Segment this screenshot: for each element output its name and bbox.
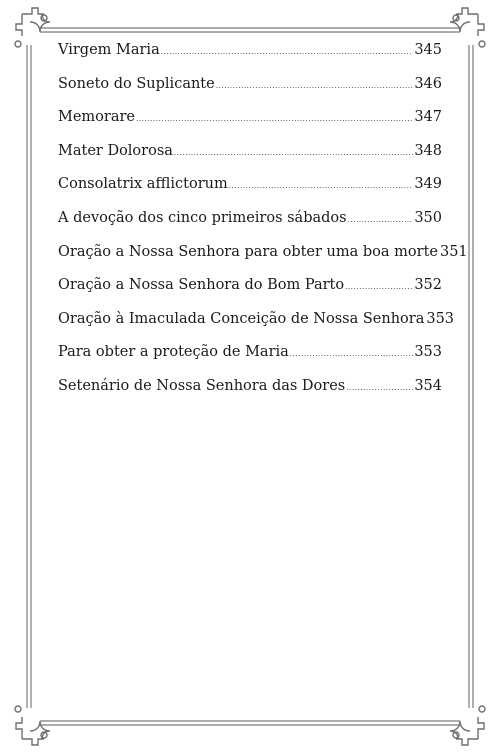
toc-entry[interactable] — [58, 74, 442, 108]
toc-entry-title: Consolatrix afflictorum — [58, 176, 228, 193]
dot-leader — [229, 176, 414, 196]
toc-entry[interactable] — [58, 242, 468, 276]
dot-leader — [290, 344, 414, 364]
toc-entry[interactable] — [58, 275, 442, 309]
toc-entry-page: 346 — [414, 75, 442, 92]
toc-entry-page: 353 — [414, 344, 442, 361]
toc-entry-page: 349 — [414, 176, 442, 193]
toc-entry-page: 348 — [414, 142, 442, 159]
toc-entry-title: Memorare — [58, 109, 135, 126]
toc-entry-title: Oração a Nossa Senhora do Bom Parto — [58, 277, 345, 294]
toc-entry-page: 345 — [414, 42, 442, 58]
dot-leader — [348, 210, 414, 230]
dot-leader — [174, 143, 413, 163]
toc-entry[interactable] — [58, 107, 442, 141]
toc-entry[interactable] — [58, 40, 442, 74]
toc-entry-title: Oração à Imaculada Conceição de Nossa Senhora — [58, 310, 425, 327]
toc-entry-title: Soneto do Suplicante — [58, 75, 215, 92]
toc-entry-page: 352 — [414, 277, 442, 294]
toc-entry-title: A devoção dos cinco primeiros sábados — [58, 209, 347, 226]
dot-leader — [216, 76, 414, 96]
toc-entry-title: Setenário de Nossa Senhora das Dores — [58, 377, 346, 394]
toc-entry-title: Para obter a proteção de Maria — [58, 344, 289, 361]
toc-entry-title: Mater Dolorosa — [58, 142, 173, 159]
table-of-contents — [58, 40, 468, 410]
dot-leader — [345, 277, 413, 297]
dot-leader — [161, 42, 414, 62]
toc-entry-page: 347 — [414, 109, 442, 126]
toc-entry[interactable] — [58, 174, 442, 208]
toc-entry-title: Oração a Nossa Senhora para obter uma boa morte — [58, 243, 438, 260]
toc-entry-page: 354 — [414, 377, 442, 394]
toc-entry[interactable] — [58, 208, 442, 242]
toc-entry[interactable] — [58, 376, 442, 410]
toc-entry[interactable] — [58, 309, 455, 343]
dot-leader — [136, 109, 413, 129]
toc-entry[interactable] — [58, 342, 442, 376]
toc-entry[interactable] — [58, 141, 442, 175]
toc-entry-page: 353 — [426, 310, 455, 327]
toc-entry-page: 350 — [414, 209, 442, 226]
toc-entry-title: Virgem Maria — [58, 42, 160, 58]
toc-entry-page: 351 — [439, 243, 468, 260]
dot-leader — [346, 378, 413, 398]
